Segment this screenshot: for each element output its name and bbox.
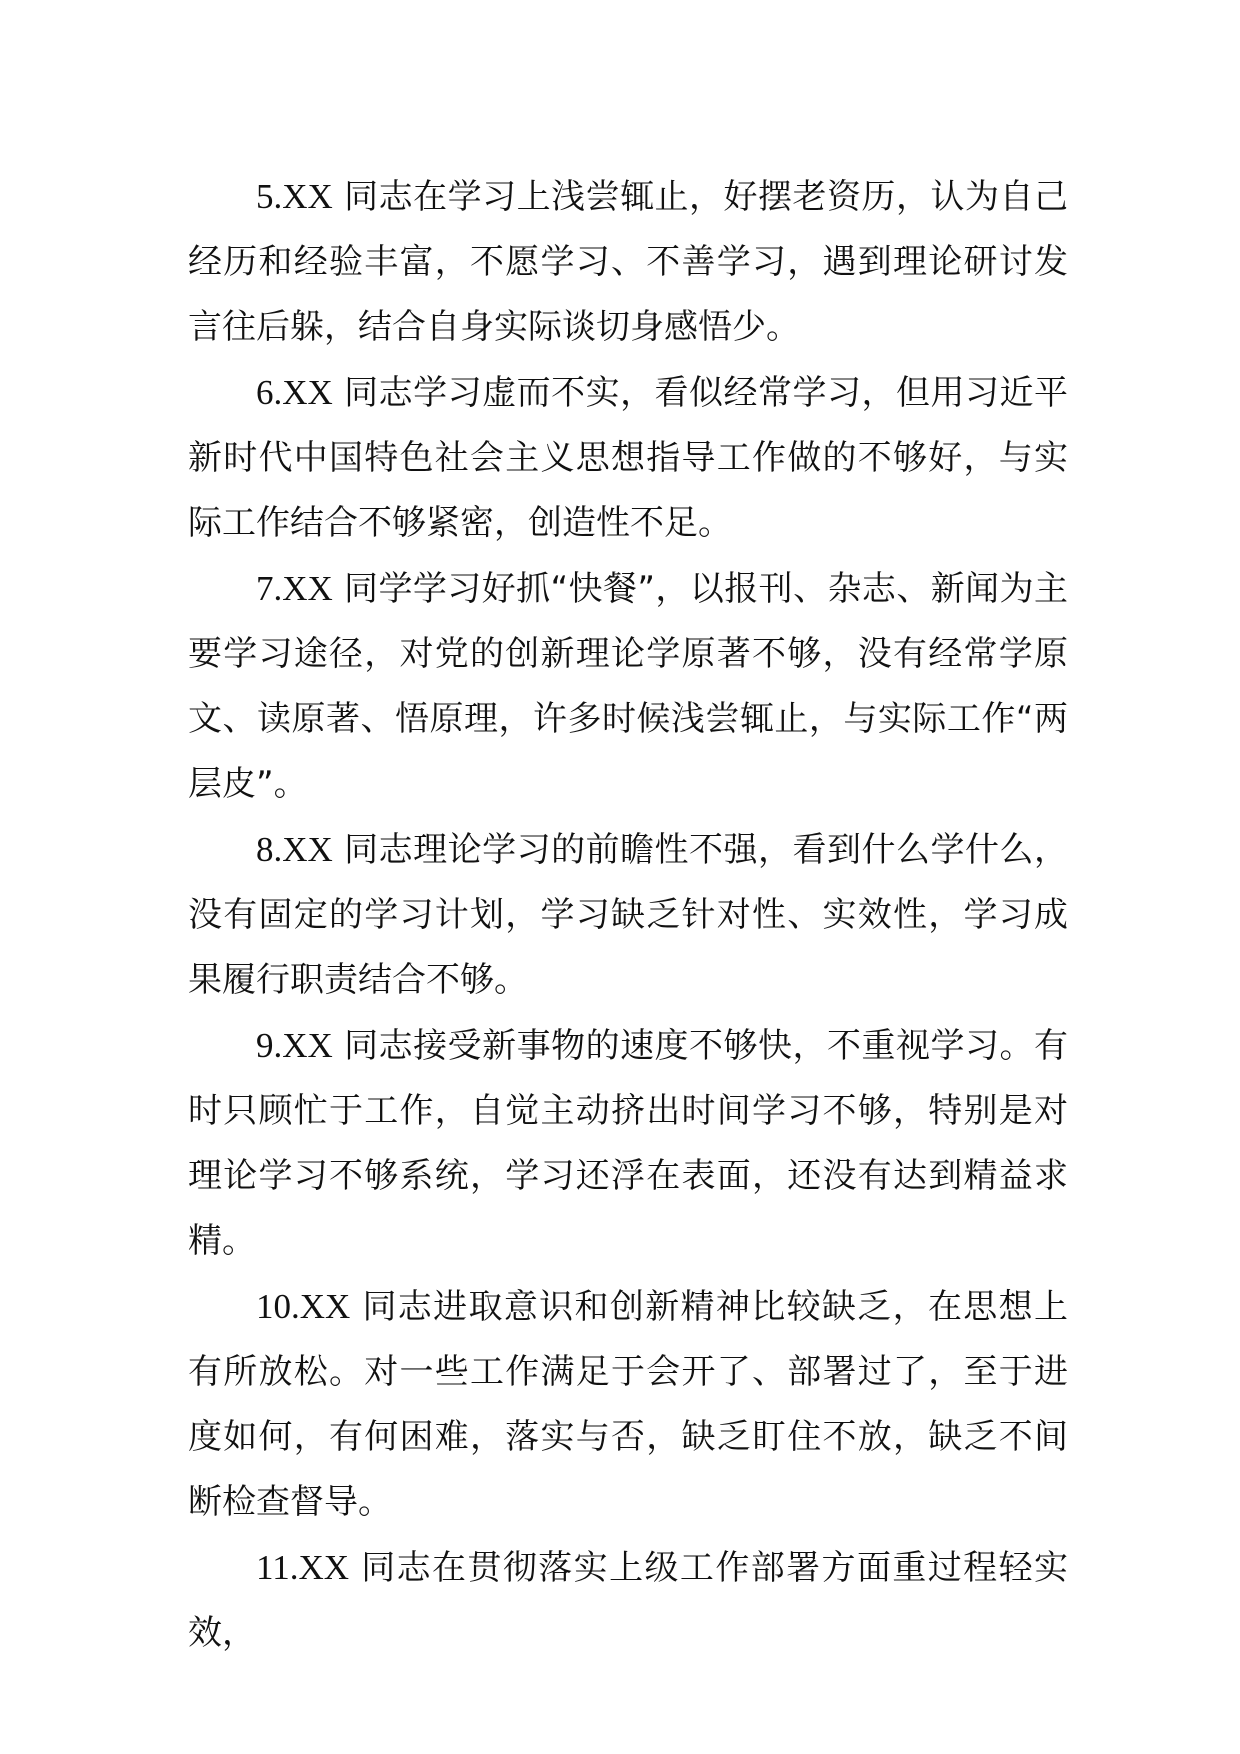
paragraph-number: 6.XX xyxy=(256,373,333,412)
paragraph-number: 8.XX xyxy=(256,830,333,869)
paragraph-7 xyxy=(188,556,1068,817)
paragraph-text: 同志学习虚而不实，看似经常学习，但用习近平新时代中国特色社会主义思想指导工作做的不够好，与实际工作结合不够紧密，创造性不足。 xyxy=(188,373,1068,543)
paragraph-number: 5.XX xyxy=(256,177,333,216)
paragraph-number: 7.XX xyxy=(256,569,333,608)
paragraph-9 xyxy=(188,1013,1068,1274)
paragraph-text: 同志在贯彻落实上级工作部署方面重过程轻实效， xyxy=(188,1548,1068,1653)
paragraph-number: 9.XX xyxy=(256,1026,333,1065)
paragraph-8 xyxy=(188,817,1068,1013)
paragraph-10 xyxy=(188,1274,1068,1535)
paragraph-number: 11.XX xyxy=(256,1548,350,1587)
paragraph-6 xyxy=(188,360,1068,556)
paragraph-11 xyxy=(188,1535,1068,1666)
document-body xyxy=(188,164,1068,1666)
paragraph-5 xyxy=(188,164,1068,360)
paragraph-number: 10.XX xyxy=(256,1287,351,1326)
paragraph-text: 同志接受新事物的速度不够快，不重视学习。有时只顾忙于工作，自觉主动挤出时间学习不够，特别是对理论学习不够系统，学习还浮在表面，还没有达到精益求精。 xyxy=(188,1026,1068,1261)
paragraph-text: 同志进取意识和创新精神比较缺乏，在思想上有所放松。对一些工作满足于会开了、部署过了，至于进度如何，有何困难，落实与否，缺乏盯住不放，缺乏不间断检查督导。 xyxy=(188,1287,1068,1522)
paragraph-text: 同学学习好抓“快餐”，以报刊、杂志、新闻为主要学习途径，对党的创新理论学原著不够，没有经常学原文、读原著、悟原理，许多时候浅尝辄止，与实际工作“两层皮”。 xyxy=(188,569,1068,804)
paragraph-text: 同志理论学习的前瞻性不强，看到什么学什么，没有固定的学习计划，学习缺乏针对性、实效性，学习成果履行职责结合不够。 xyxy=(188,830,1068,1000)
paragraph-text: 同志在学习上浅尝辄止，好摆老资历，认为自己经历和经验丰富，不愿学习、不善学习，遇到理论研讨发言往后躲，结合自身实际谈切身感悟少。 xyxy=(188,177,1068,347)
